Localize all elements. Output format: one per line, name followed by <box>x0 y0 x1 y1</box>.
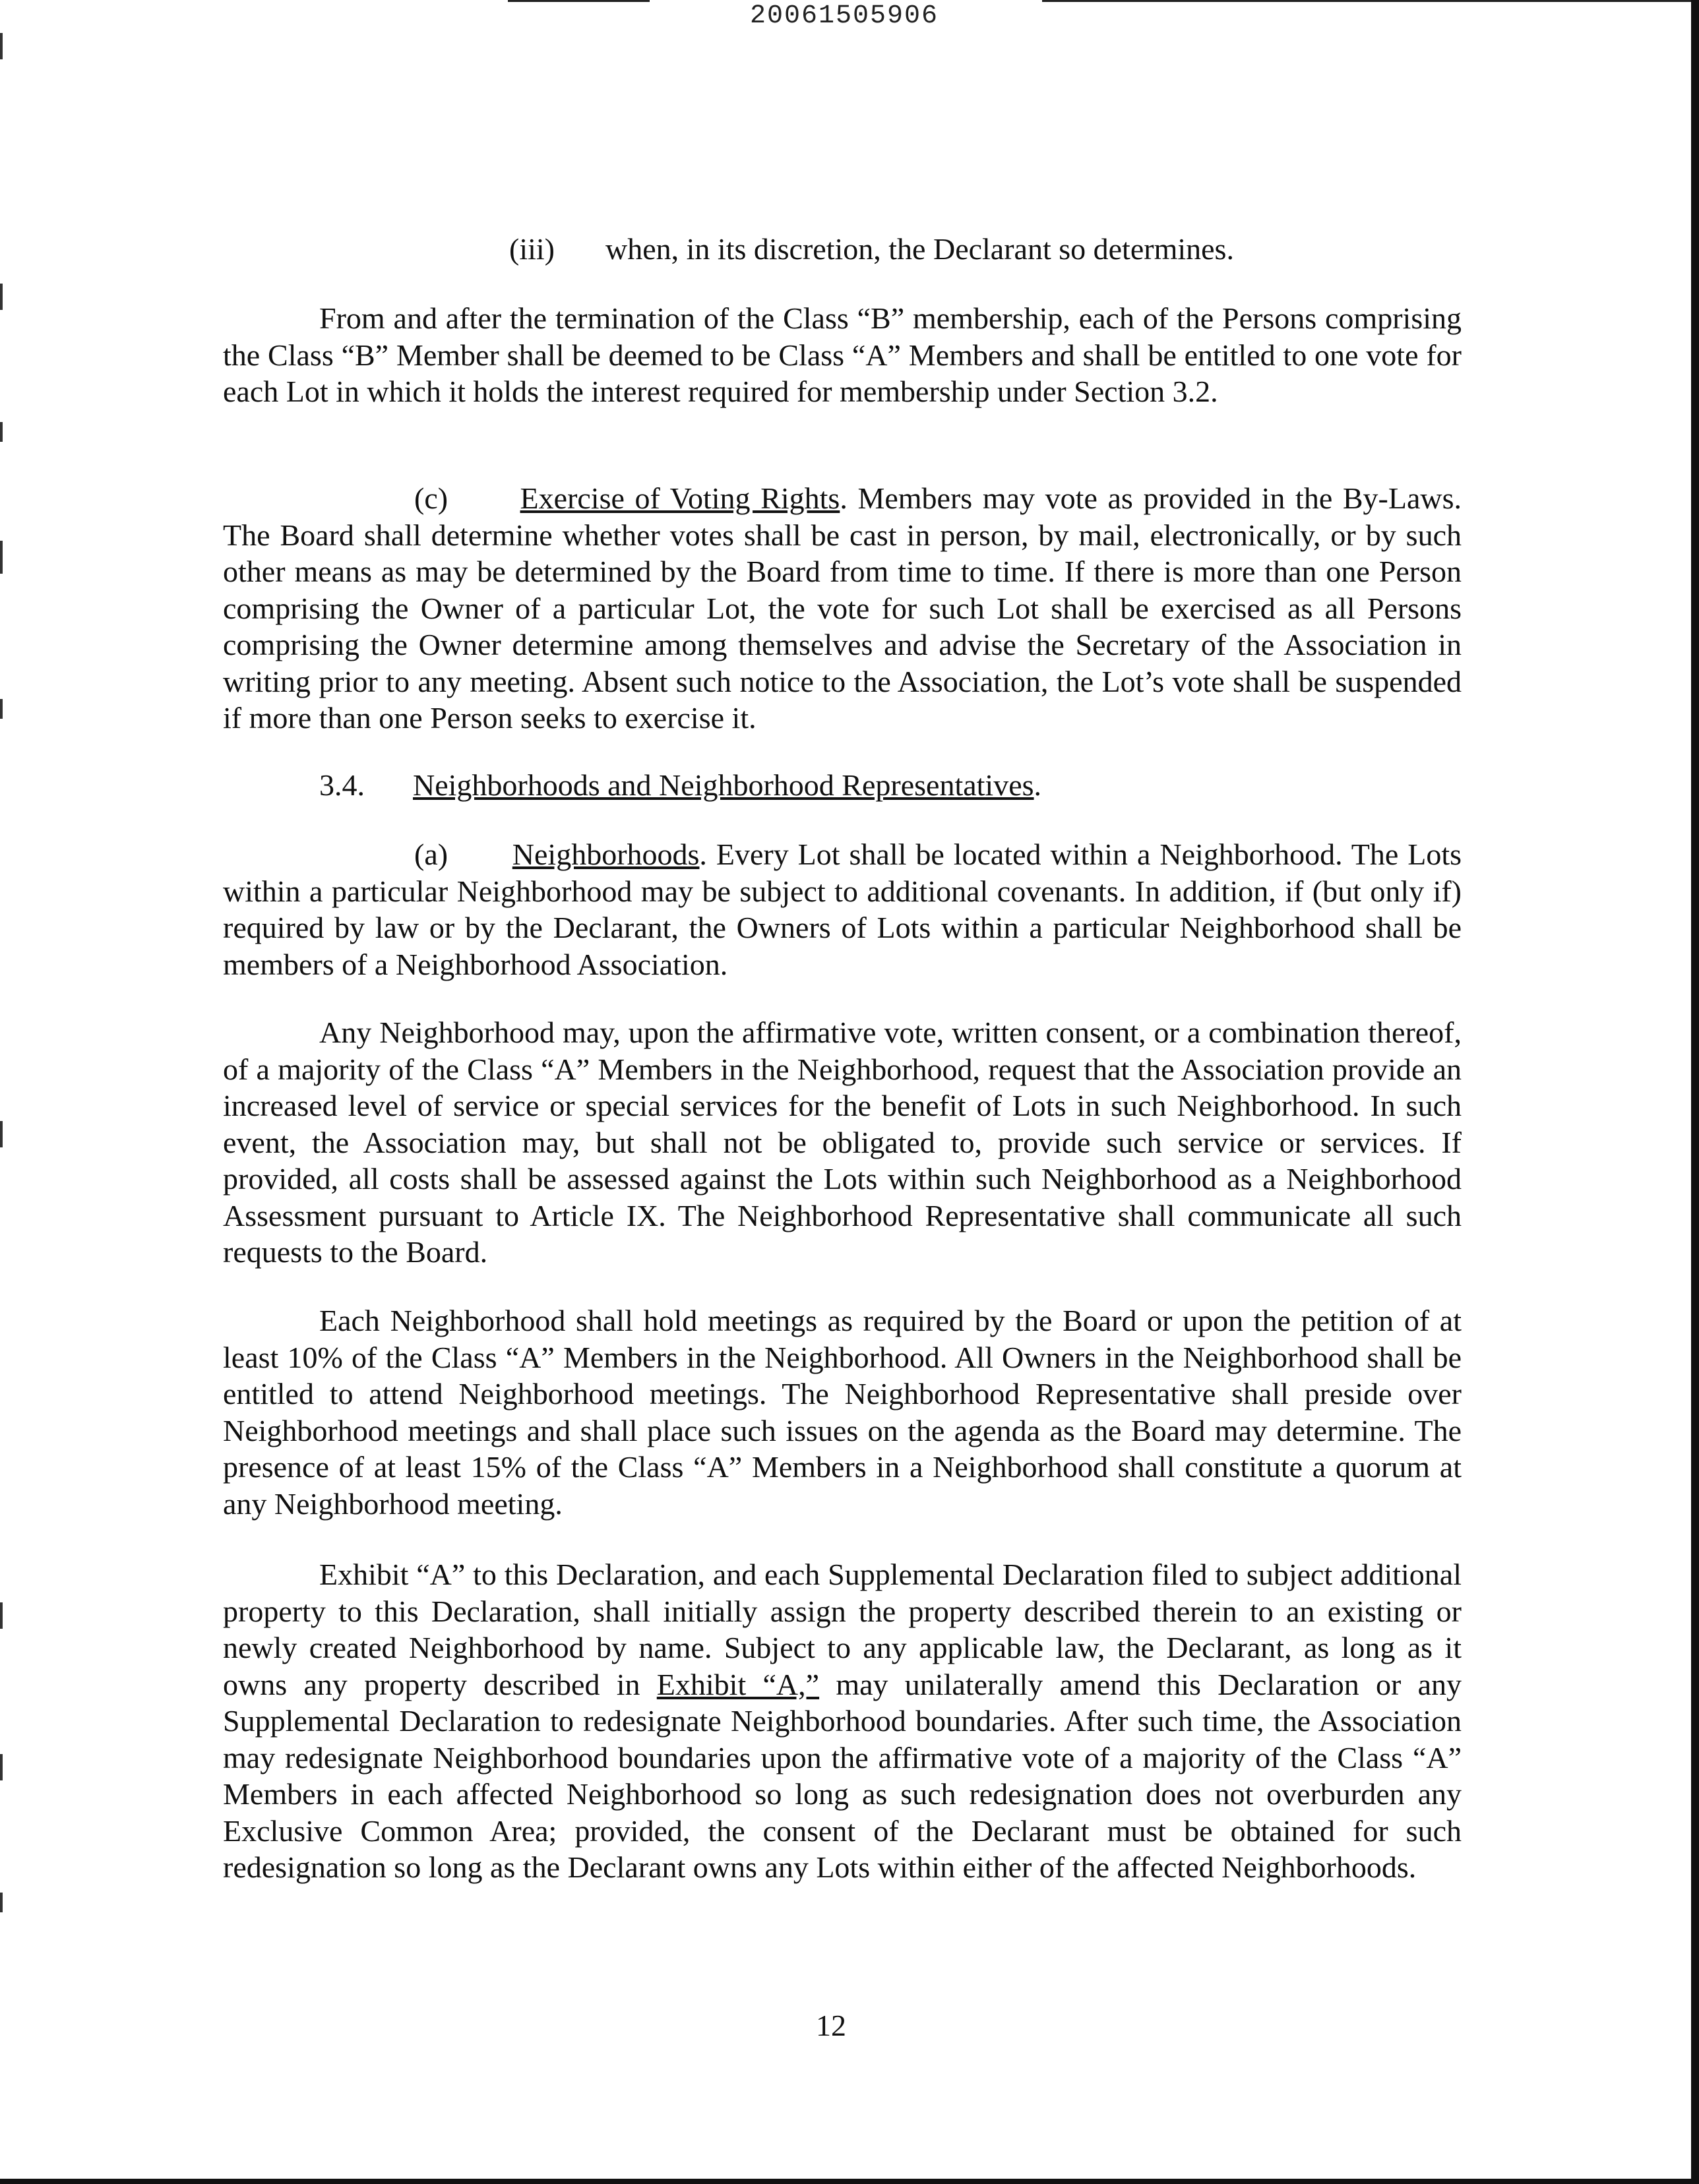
neighborhoods-text: . Every Lot shall be located within a Neighborhood. The Lots within a particular Neighborhood may be subject to additional covenants. In addition, if (but only if) required by law or by the Declarant, the Owners of Lots within a particular Neighborhood shall be members of a Neighborhood Association. <box>223 837 1462 981</box>
paragraph-class-b-termination: From and after the termination of the Class “B” membership, each of the Persons comprising the Class “B” Member shall be deemed to be Class “A” Members and shall be entitled to one vote for each Lot in which it holds the interest required for membership under Section 3.2. <box>223 301 1462 408</box>
scan-bottom-border <box>0 2179 1699 2184</box>
paragraph-exhibit-a <box>223 1556 1462 1886</box>
paragraph-neighborhood-meetings: Each Neighborhood shall hold meetings as required by the Board or upon the petition of at least 10% of the Class “A” Members in the Neighborhood. All Owners in the Neighborhood shall be entitled to attend Neighborhood meetings. The Neighborhood Representative shall preside over Neighborhood meetings and shall place such issues on the agenda as the Board may determine. The presence of at least 15% of the Class “A” Members in a Neighborhood shall constitute a quorum at any Neighborhood meeting. <box>223 1304 1462 1521</box>
section-heading-3-4 <box>413 767 1041 803</box>
scan-rule-left <box>508 0 650 2</box>
scan-mark <box>0 1754 3 1780</box>
item-marker: (a) <box>414 837 448 871</box>
exhibit-a-text-part1: Exhibit “A” to this Declaration, and each Supplemental Declaration filed to subject additional property to this Declaration, shall initially assign the property described therein to an existing or newly created Neighborhood by name. Subject to any applicable law, the Declarant, as long as it owns any property described in <box>223 1558 1462 1701</box>
scan-mark <box>0 422 3 442</box>
scan-right-border <box>1691 0 1699 2184</box>
exhibit-a-reference: Exhibit “A,” <box>656 1667 820 1701</box>
paragraph-neighborhoods <box>223 836 1462 983</box>
document-number: 20061505906 <box>749 1 939 31</box>
section-title: Neighborhoods and Neighborhood Representatives <box>413 768 1034 802</box>
paragraph-voting-rights <box>223 480 1462 737</box>
scan-mark <box>0 699 3 719</box>
scan-mark <box>0 541 3 574</box>
scan-mark <box>0 284 3 310</box>
exhibit-a-text-part2: may unilaterally amend this Declaration or any Supplemental Declaration to redesignate Neighborhood boundaries. After such time, the Association may redesignate Neighborhood boundaries upon the affirmative vote of a majority of the Class “A” Members in each affected Neighborhood so long as such redesignation does not overburden any Exclusive Common Area; provided, the consent of the Declarant must be obtained for such redesignation so long as the Declarant owns any Lots within either of the affected Neighborhoods. <box>223 1667 1462 1884</box>
section-heading-neighborhoods: Neighborhoods <box>512 837 700 871</box>
item-marker: (c) <box>414 481 448 515</box>
scan-mark <box>0 1893 3 1912</box>
section-number-3-4: 3.4. <box>319 768 365 802</box>
section-heading-voting-rights: Exercise of Voting Rights <box>520 481 840 515</box>
scan-mark <box>0 33 3 59</box>
item-marker: (iii) <box>509 232 555 266</box>
section-title-suffix: . <box>1034 768 1042 802</box>
page-number: 12 <box>816 2009 846 2042</box>
voting-rights-text: . Members may vote as provided in the By-Laws. The Board shall determine whether votes shall be cast in person, by mail, electronically, or by such other means as may be determined by the Board from time to time. If there is more than one Person comprising the Owner of a particular Lot, the vote for such Lot shall be exercised as all Persons comprising the Owner determine among themselves and advise the Secretary of the Association in writing prior to any meeting. Absent such notice to the Association, the Lot’s vote shall be suspended if more than one Person seeks to exercise it. <box>223 481 1462 735</box>
paragraph-any-neighborhood: Any Neighborhood may, upon the affirmative vote, written consent, or a combination thereof, of a majority of the Class “A” Members in the Neighborhood, request that the Association provide an increased level of service or special services for the benefit of Lots in such Neighborhood. In such event, the Association may, but shall not be obligated to, provide such service or services. If provided, all costs shall be assessed against the Lots within such Neighborhood as a Neighborhood Assessment pursuant to Article IX. The Neighborhood Representative shall communicate all such requests to the Board. <box>223 1016 1462 1269</box>
list-item-iii-text: when, in its discretion, the Declarant so determines. <box>605 232 1234 266</box>
list-item-iii <box>509 231 555 267</box>
scan-rule-right <box>1042 0 1695 2</box>
scan-mark <box>0 1602 3 1629</box>
scan-mark <box>0 1121 3 1147</box>
